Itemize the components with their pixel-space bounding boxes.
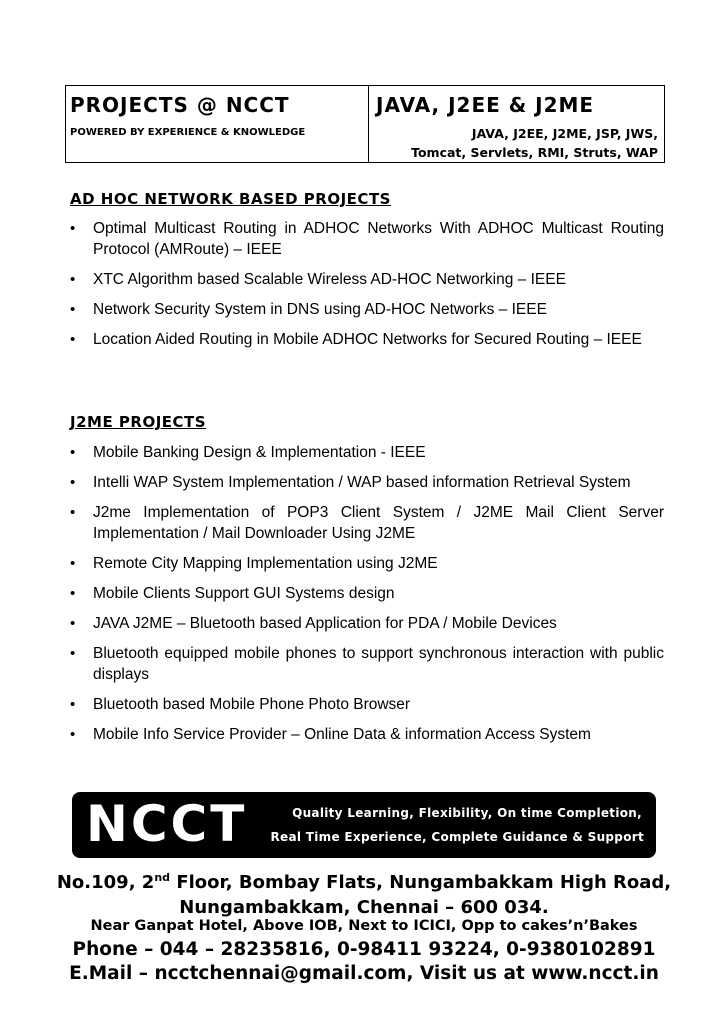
ncct-logo: NCCT xyxy=(86,795,248,853)
header-tech-line-1: JAVA, J2EE, J2ME, JSP, JWS, xyxy=(471,126,658,141)
header-tech-line-2: Tomcat, Servlets, RMI, Struts, WAP xyxy=(411,145,658,160)
list-item: • Bluetooth based Mobile Phone Photo Browser xyxy=(70,694,664,715)
list-item: • Bluetooth equipped mobile phones to support synchronous interaction with public displays xyxy=(70,643,664,685)
list-item: • XTC Algorithm based Scalable Wireless AD-HOC Networking – IEEE xyxy=(70,269,664,290)
banner-tagline-2: Real Time Experience, Complete Guidance & Support xyxy=(270,830,644,844)
j2me-project-list xyxy=(70,442,664,754)
list-item: • Optimal Multicast Routing in ADHOC Networks With ADHOC Multicast Routing Protocol (AMRoute) – IEEE xyxy=(70,218,664,260)
list-item: • Mobile Info Service Provider – Online Data & information Access System xyxy=(70,724,664,745)
list-item: • JAVA J2ME – Bluetooth based Application for PDA / Mobile Devices xyxy=(70,613,664,634)
list-item: • Mobile Banking Design & Implementation - IEEE xyxy=(70,442,664,463)
address-ordinal-suffix: nd xyxy=(154,871,171,884)
list-item: • Mobile Clients Support GUI Systems design xyxy=(70,583,664,604)
address-line-2: Nungambakkam, Chennai – 600 034. xyxy=(179,897,549,918)
list-item: • Network Security System in DNS using AD-HOC Networks – IEEE xyxy=(70,299,664,320)
email-and-website: E.Mail – ncctchennai@gmail.com, Visit us at www.ncct.in xyxy=(69,963,659,984)
j2me-section-title: J2ME PROJECTS xyxy=(70,413,207,431)
ncct-banner xyxy=(72,792,656,858)
banner-tagline-1: Quality Learning, Flexibility, On time Completion, xyxy=(292,806,642,820)
header-right-title: JAVA, J2EE & J2ME xyxy=(376,93,595,117)
list-item: • Remote City Mapping Implementation using J2ME xyxy=(70,553,664,574)
list-item: • Location Aided Routing in Mobile ADHOC Networks for Secured Routing – IEEE xyxy=(70,329,664,350)
address-landmarks: Near Ganpat Hotel, Above IOB, Next to ICICI, Opp to cakes’n’Bakes xyxy=(90,918,638,934)
address-line-1-start: No.109, 2 xyxy=(56,872,155,893)
phone-numbers: Phone – 044 – 28235816, 0-98411 93224, 0-9380102891 xyxy=(72,939,656,960)
header-box xyxy=(65,85,665,163)
list-item: • J2me Implementation of POP3 Client System / J2ME Mail Client Server Implementation / Mail Downloader Using J2ME xyxy=(70,502,664,544)
adhoc-section-title: AD HOC NETWORK BASED PROJECTS xyxy=(70,190,391,208)
list-item: • Intelli WAP System Implementation / WAP based information Retrieval System xyxy=(70,472,664,493)
header-divider xyxy=(368,86,369,162)
address-line-1 xyxy=(0,871,728,893)
address-line-1-end: Floor, Bombay Flats, Nungambakkam High Road, xyxy=(170,872,672,893)
header-left-subtitle: POWERED BY EXPERIENCE & KNOWLEDGE xyxy=(70,127,306,138)
header-left-title: PROJECTS @ NCCT xyxy=(70,93,290,117)
adhoc-project-list xyxy=(70,218,664,359)
